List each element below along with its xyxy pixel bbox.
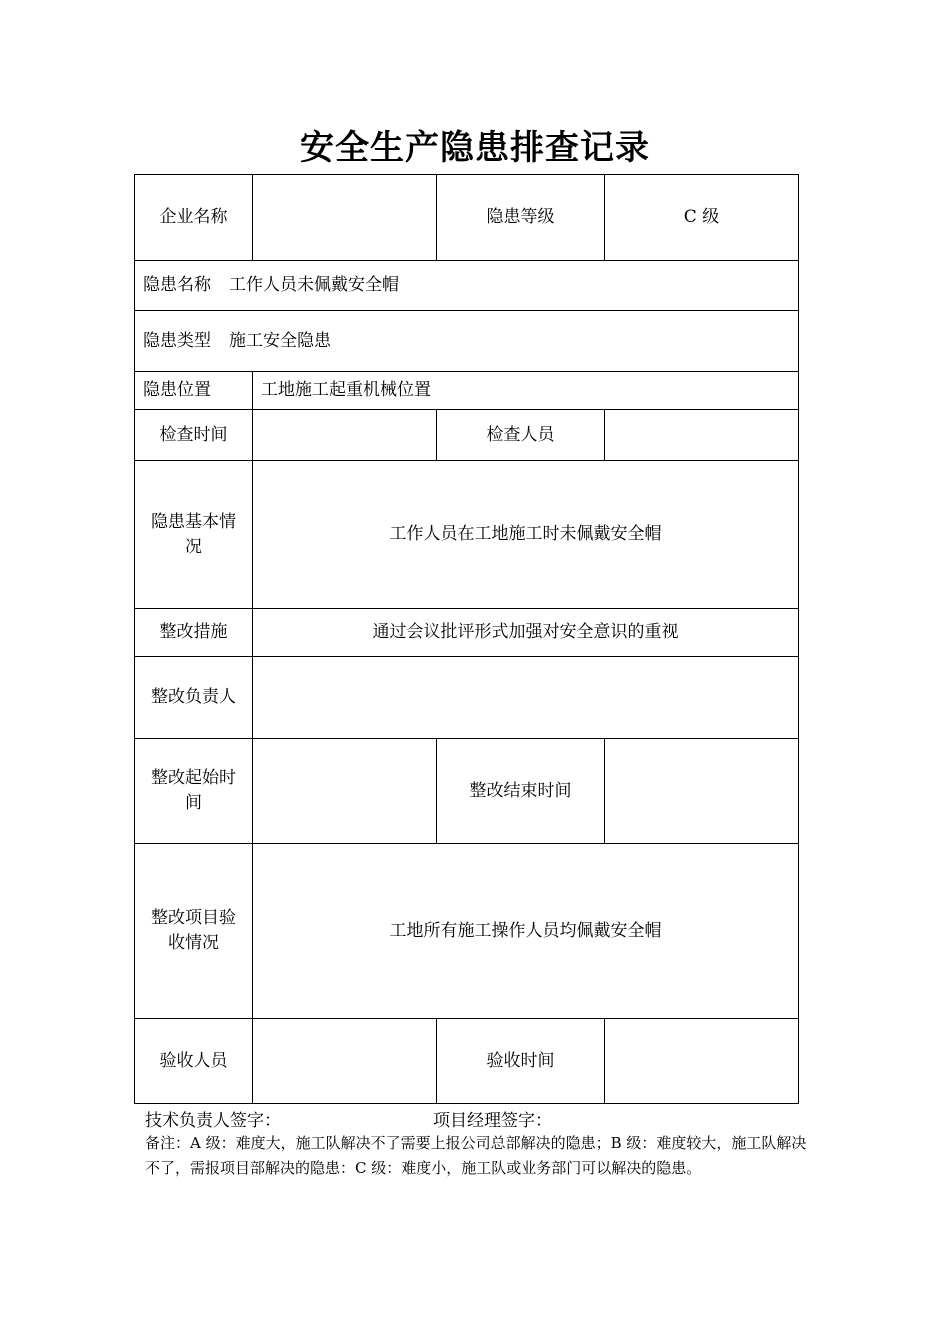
inspector-label: 检查人员 bbox=[437, 410, 605, 461]
location-label: 隐患位置 bbox=[135, 372, 253, 410]
responsible-label: 整改负责人 bbox=[135, 657, 253, 739]
table-row bbox=[135, 410, 799, 461]
location-field[interactable]: 工地施工起重机械位置 bbox=[253, 372, 799, 410]
level-label: 隐患等级 bbox=[437, 175, 605, 261]
inspector-field[interactable] bbox=[605, 410, 799, 461]
company-field[interactable] bbox=[253, 175, 437, 261]
company-label: 企业名称 bbox=[135, 175, 253, 261]
start-time-label: 整改起始时间 bbox=[135, 739, 253, 844]
table-row bbox=[135, 175, 799, 261]
table-row bbox=[135, 461, 799, 609]
hazard-record-table bbox=[134, 174, 799, 1104]
responsible-field[interactable] bbox=[253, 657, 799, 739]
inspect-time-label: 检查时间 bbox=[135, 410, 253, 461]
table-row bbox=[135, 657, 799, 739]
acceptance-field[interactable]: 工地所有施工操作人员均佩戴安全帽 bbox=[253, 844, 799, 1019]
basic-field[interactable]: 工作人员在工地施工时未佩戴安全帽 bbox=[253, 461, 799, 609]
accept-time-label: 验收时间 bbox=[437, 1019, 605, 1104]
measures-label: 整改措施 bbox=[135, 609, 253, 657]
acceptance-label: 整改项目验收情况 bbox=[135, 844, 253, 1019]
measures-field[interactable]: 通过会议批评形式加强对安全意识的重视 bbox=[253, 609, 799, 657]
hazard-type-field: 施工安全隐患 bbox=[229, 330, 331, 351]
hazard-name-field: 工作人员未佩戴安全帽 bbox=[229, 275, 399, 295]
table-row bbox=[135, 1019, 799, 1104]
acceptor-label: 验收人员 bbox=[135, 1019, 253, 1104]
end-time-field[interactable] bbox=[605, 739, 799, 844]
inspect-time-field[interactable] bbox=[253, 410, 437, 461]
signature-line bbox=[145, 1106, 552, 1131]
hazard-type-cell[interactable] bbox=[135, 311, 799, 372]
level-field[interactable]: C 级 bbox=[605, 175, 799, 261]
table-row bbox=[135, 609, 799, 657]
basic-label: 隐患基本情况 bbox=[135, 461, 253, 609]
table-row bbox=[135, 372, 799, 410]
page-title: 安全生产隐患排查记录 bbox=[300, 128, 650, 168]
accept-time-field[interactable] bbox=[605, 1019, 799, 1104]
table-row bbox=[135, 311, 799, 372]
table-row bbox=[135, 261, 799, 311]
level-note: 备注：A 级：难度大，施工队解决不了需要上报公司总部解决的隐患；B 级：难度较大，施工队解决不了，需报项目部解决的隐患：C 级：难度小，施工队或业务部门可以解决的隐患。 bbox=[145, 1134, 807, 1177]
hazard-name-cell[interactable] bbox=[135, 261, 799, 311]
start-time-field[interactable] bbox=[253, 739, 437, 844]
hazard-type-label: 隐患类型 bbox=[143, 330, 211, 351]
acceptor-field[interactable] bbox=[253, 1019, 437, 1104]
table-row bbox=[135, 739, 799, 844]
project-manager-signature[interactable]: 项目经理签字： bbox=[433, 1111, 552, 1131]
hazard-name-label: 隐患名称 bbox=[143, 275, 211, 295]
end-time-label: 整改结束时间 bbox=[437, 739, 605, 844]
table-row bbox=[135, 844, 799, 1019]
tech-lead-signature[interactable]: 技术负责人签字： bbox=[145, 1111, 281, 1131]
